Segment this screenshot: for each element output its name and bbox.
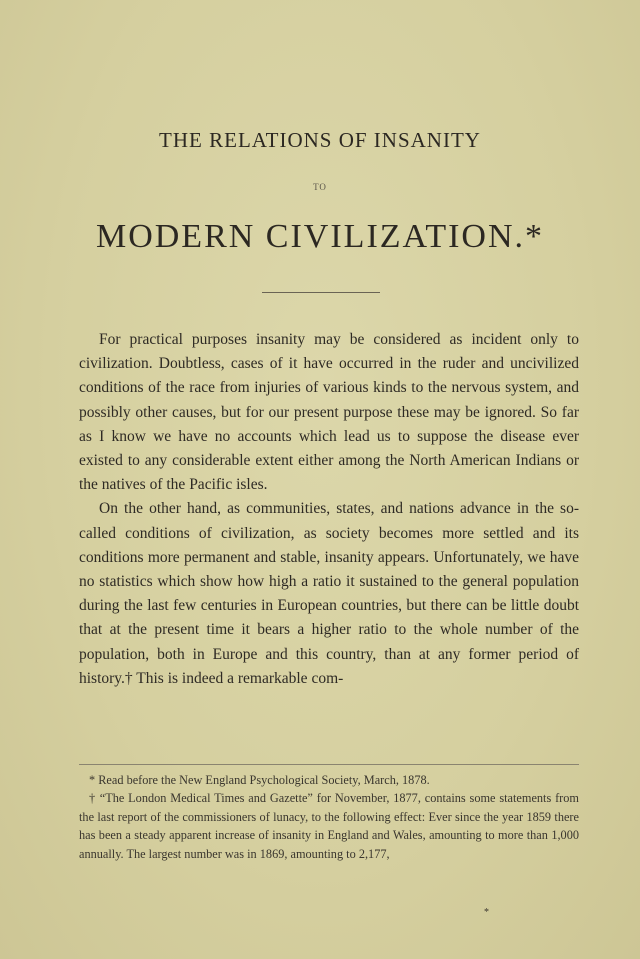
footnote-1: * Read before the New England Psychological Society, March, 1878. bbox=[89, 773, 430, 787]
title-line-2: MODERN CIVILIZATION.* bbox=[95, 218, 545, 255]
paragraph-1: For practical purposes insanity may be considered as incident only to civilization. Doubtless, cases of it have occurred in the ruder and uncivilized conditions of the race from injuries of various kinds to the nervous system, and possibly other causes, but for our present purpose these may be ignored. So far as I know we have no accounts which lead us to suppose the disease ever existed to any considerable extent either among the North American Indians or the natives of the Pacific isles. bbox=[79, 331, 579, 494]
signature-mark: * bbox=[484, 907, 489, 918]
footnotes bbox=[79, 771, 579, 863]
title-connector: TO bbox=[313, 182, 327, 192]
title-divider bbox=[262, 292, 380, 293]
title-line-1: THE RELATIONS OF INSANITY bbox=[159, 128, 481, 152]
paragraph-2: On the other hand, as communities, states, and nations advance in the so-called conditions of civilization, as society becomes more settled and its conditions more permanent and stable, insanity appears. Unfortunately, we have no statistics which show how high a ratio it sustained to the general population during the last few centuries in European countries, but there can be little doubt that at the present time it bears a higher ratio to the whole number of the population, both in Europe and this country, than at any former period of history.† This is indeed a remarkable com- bbox=[79, 500, 579, 687]
body-text bbox=[79, 328, 579, 691]
footnote-2: † “The London Medical Times and Gazette” for November, 1877, contains some statements from the last report of the commissioners of lunacy, to the following effect: Ever since the year 1859 there has been a steady apparent increase of insanity in England and Wales, amounting to more than 1,000 annually. The largest number was in 1869, amounting to 2,177, bbox=[79, 791, 579, 861]
footnote-divider bbox=[79, 764, 579, 765]
